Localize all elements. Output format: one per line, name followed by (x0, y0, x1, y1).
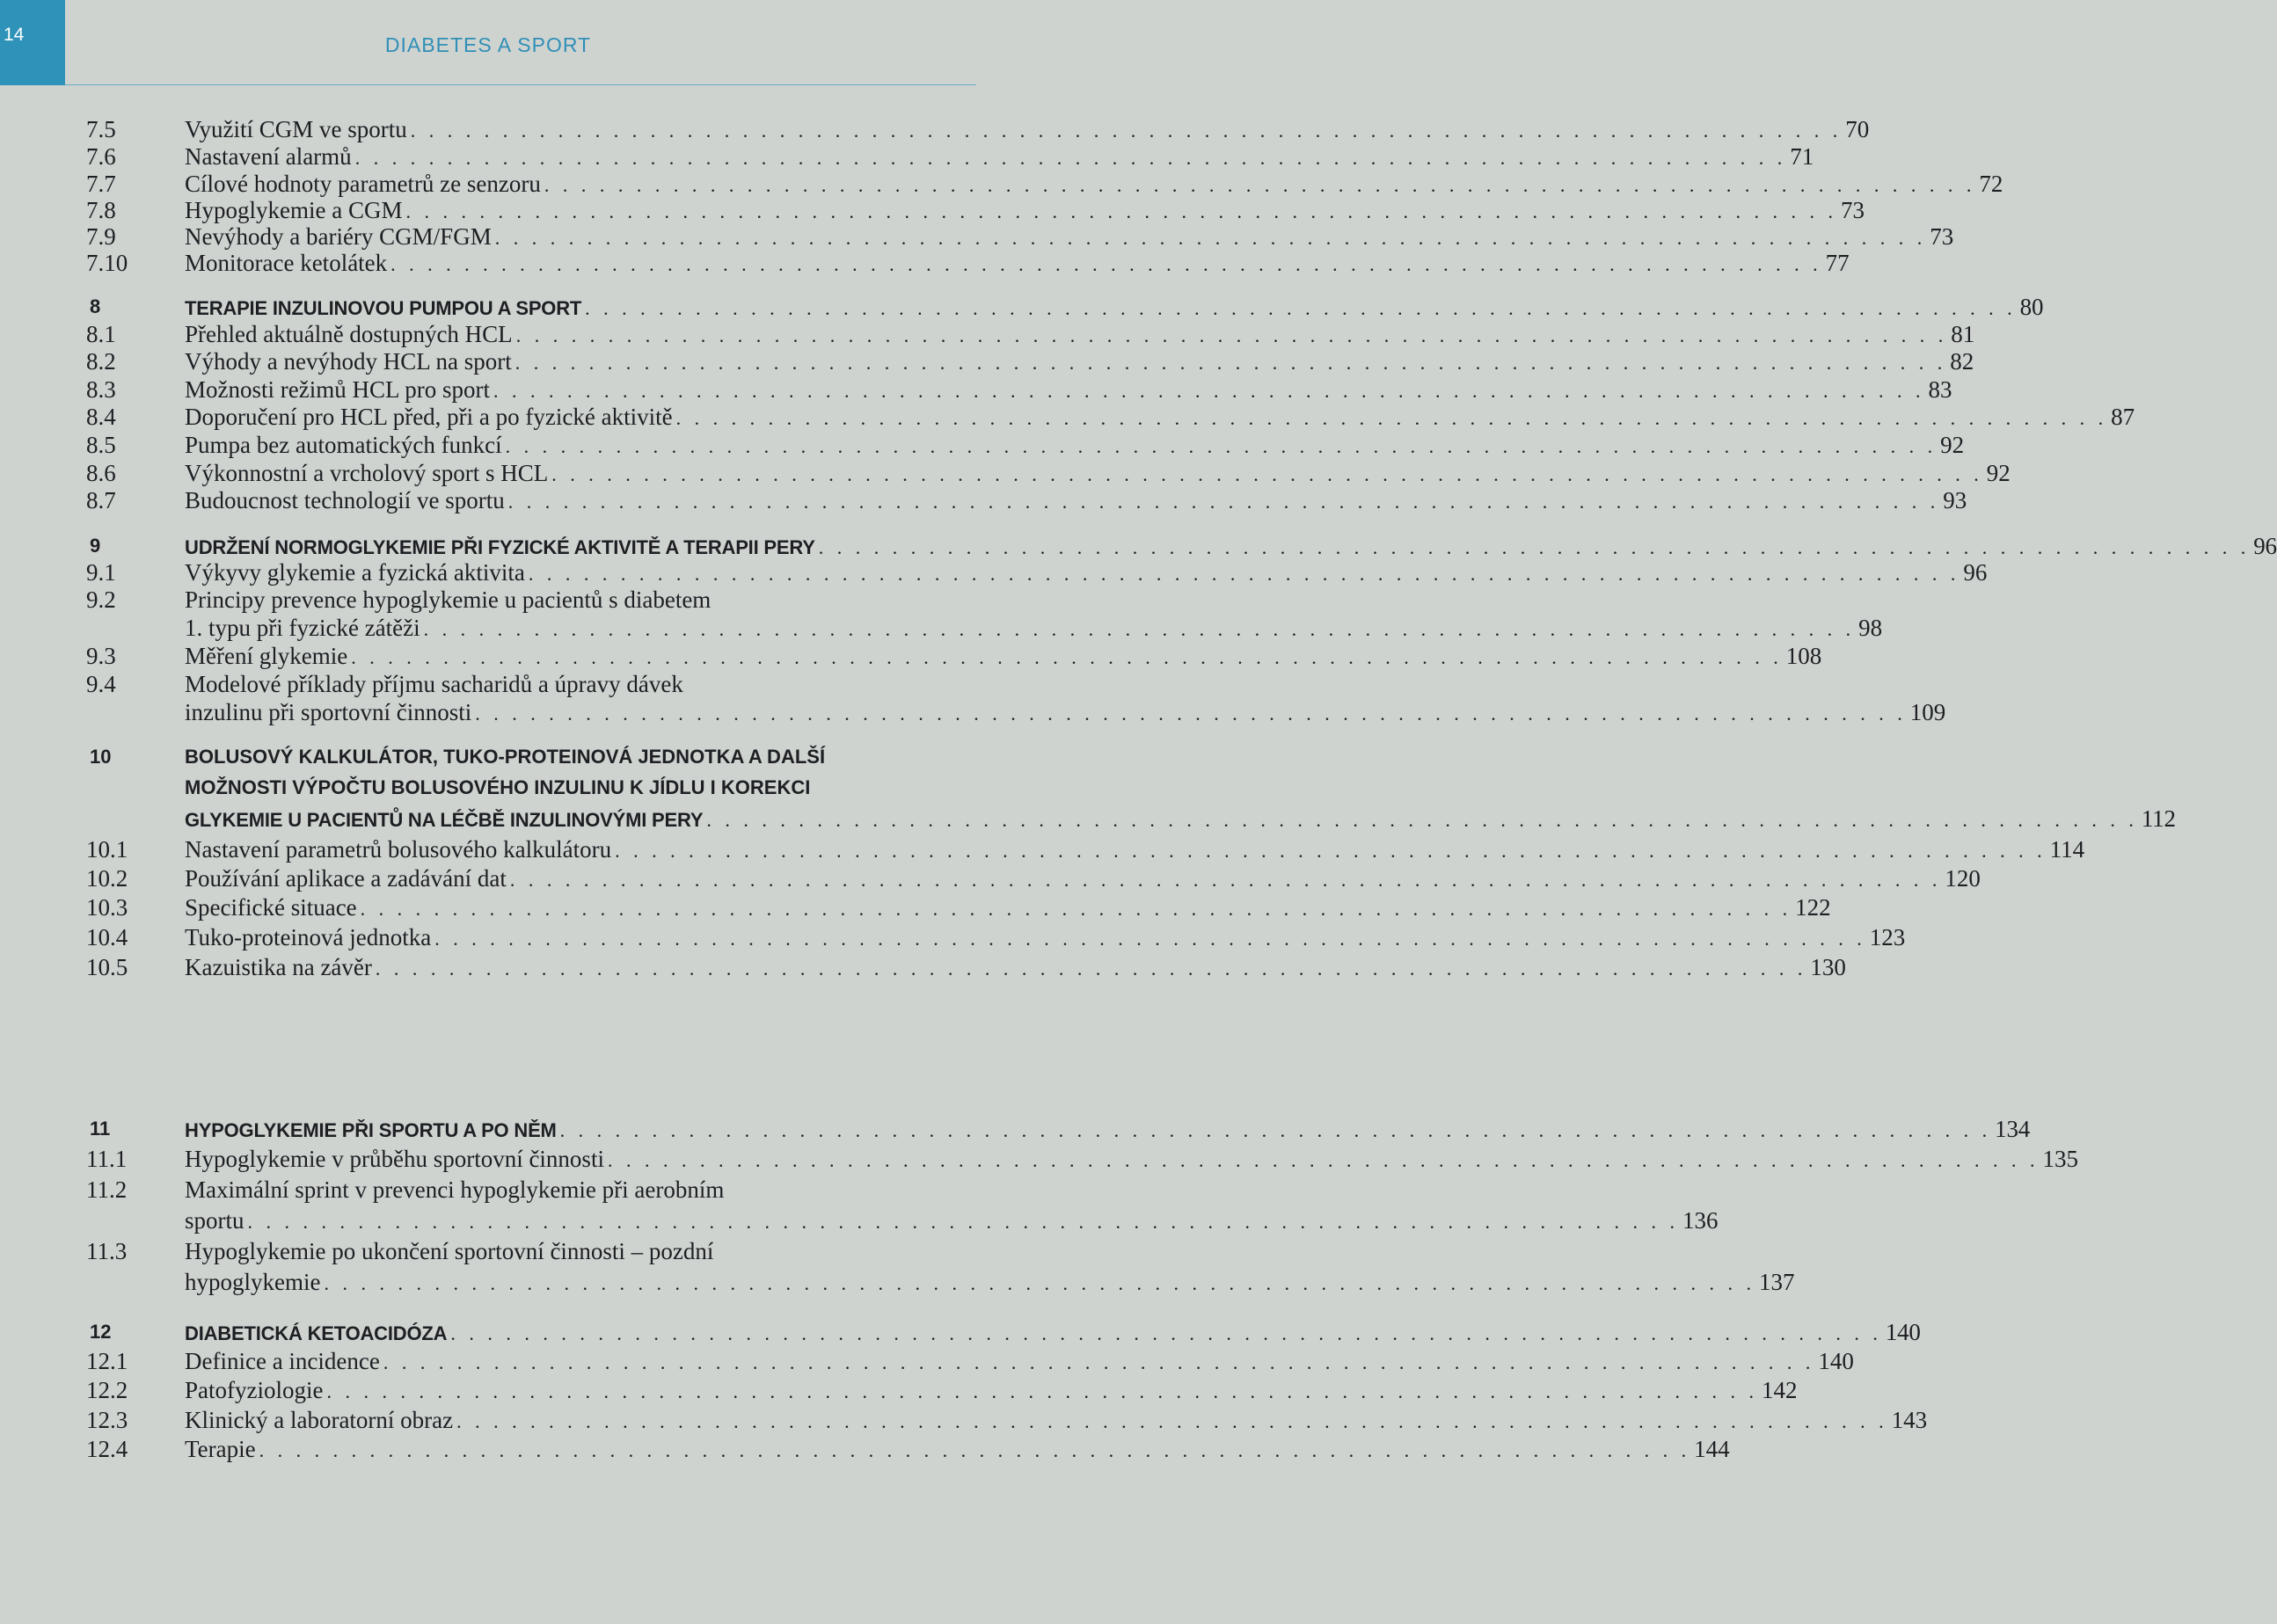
page-ref: 72 (1979, 171, 2003, 197)
chapter-title-line: BOLUSOVÝ KALKULÁTOR, TUKO-PROTEINOVÁ JEDNOTKA A DALŠÍ (185, 746, 826, 768)
toc-entry[interactable] (0, 892, 1831, 923)
toc-entry[interactable] (0, 921, 1906, 953)
page-ref: 136 (1682, 1207, 1719, 1234)
section-number: 7.8 (86, 197, 116, 223)
chapter-title: UDRŽENÍ NORMOGLYKEMIE PŘI FYZICKÉ AKTIVITĚ A TERAPII PERY (185, 536, 815, 558)
section-title: Terapie (185, 1436, 256, 1462)
dot-leader: . . . . . . . . . . . . . . . . . . . . . . . . . . . . . . . . . . . . . . . . . . . . . . . . . . . . . . . . . . . . . . . . . . . . . . . . . . . . . . (351, 646, 1783, 668)
section-title: Výkyvy glykemie a fyzická aktivita (185, 559, 525, 586)
section-number: 7.7 (86, 171, 116, 197)
section-title: Tuko-proteinová jednotka (185, 924, 432, 950)
dot-leader: . . . . . . . . . . . . . . . . . . . . . . . . . . . . . . . . . . . . . . . . . . . . . . . . . . . . . . . . . . . . . . . . . . . . . . . . . . . . . . (515, 352, 1947, 374)
section-title: 1. typu při fyzické zátěži (185, 615, 420, 641)
section-number: 7.10 (86, 250, 128, 276)
page-ref: 137 (1758, 1269, 1795, 1295)
chapter-number: 11 (90, 1118, 111, 1140)
toc-entry[interactable] (0, 1143, 2078, 1175)
section-number: 10.2 (86, 865, 128, 892)
page-ref: 140 (1885, 1319, 1921, 1345)
dot-leader: . . . . . . . . . . . . . . . . . . . . . . . . . . . . . . . . . . . . . . . . . . . . . . . . . . . . . . . . . . . . . . . . . . . . . . . . . . . . . . (507, 491, 1940, 513)
page-ref: 144 (1694, 1436, 1730, 1462)
toc-entry[interactable] (0, 346, 1974, 377)
section-title: Nastavení parametrů bolusového kalkulátoru (185, 836, 612, 863)
toc-chapter[interactable] (0, 1113, 2031, 1145)
toc-entry[interactable] (0, 1374, 1798, 1406)
toc-entry[interactable] (0, 1345, 1854, 1377)
page-ref: 108 (1785, 643, 1822, 669)
chapter-number: 10 (90, 746, 112, 768)
toc-entry-continuation[interactable] (0, 1205, 1719, 1236)
section-title: Přehled aktuálně dostupných HCL (185, 321, 513, 347)
chapter-title: DIABETICKÁ KETOACIDÓZA (185, 1322, 448, 1344)
page-ref: 98 (1858, 615, 1883, 641)
section-number: 8.2 (86, 348, 116, 375)
toc-entry[interactable] (0, 863, 1981, 894)
dot-leader: . . . . . . . . . . . . . . . . . . . . . . . . . . . . . . . . . . . . . . . . . . . . . . . . . . . . . . . . . . . . . . . . . . . . . . . . . . . . . . (493, 380, 1925, 402)
chapter-number: 9 (90, 535, 101, 557)
dot-leader: . . . . . . . . . . . . . . . . . . . . . . . . . . . . . . . . . . . . . . . . . . . . . . . . . . . . . . . . . . . . . . . . . . . . . . . . . . . . . . (354, 147, 1787, 169)
dot-leader: . . . . . . . . . . . . . . . . . . . . . . . . . . . . . . . . . . . . . . . . . . . . . . . . . . . . . . . . . . . . . . . . . . . . . . . . . . . . . . (390, 253, 1822, 275)
section-number: 10.3 (86, 894, 128, 921)
section-title: Měření glykemie (185, 643, 348, 669)
dot-leader: . . . . . . . . . . . . . . . . . . . . . . . . . . . . . . . . . . . . . . . . . . . . . . . . . . . . . . . . . . . . . . . . . . . . . . . . . . . . . . (383, 1351, 1815, 1373)
section-number: 7.6 (86, 143, 116, 170)
section-number: 12.1 (86, 1348, 128, 1374)
section-number: 9.1 (86, 559, 116, 586)
dot-leader: . . . . . . . . . . . . . . . . . . . . . . . . . . . . . . . . . . . . . . . . . . . . . . . . . . . . . . . . . . . . . . . . . . . . . . . . . . . . . . (675, 407, 2108, 429)
section-number: 7.5 (86, 116, 116, 142)
dot-leader: . . . . . . . . . . . . . . . . . . . . . . . . . . . . . . . . . . . . . . . . . . . . . . . . . . . . . . . . . . . . . . . . . . . . . . . . . . . . . . (326, 1380, 1758, 1402)
section-number: 9.4 (86, 671, 116, 697)
page-ref: 73 (1840, 197, 1865, 223)
section-title: Budoucnost technologií ve sportu (185, 487, 505, 513)
dot-leader: . . . . . . . . . . . . . . . . . . . . . . . . . . . . . . . . . . . . . . . . . . . . . . . . . . . . . . . . . . . . . . . . . . . . . . . . . . . . . . (405, 200, 1837, 222)
section-title: Patofyziologie (185, 1377, 324, 1403)
page-ref: 120 (1945, 865, 1981, 892)
dot-leader: . . . . . . . . . . . . . . . . . . . . . . . . . . . . . . . . . . . . . . . . . . . . . . . . . . . . . . . . . . . . . . . . . . . . . . . . . . . . . . (434, 928, 1866, 950)
section-title: Hypoglykemie a CGM (185, 197, 403, 223)
dot-leader: . . . . . . . . . . . . . . . . . . . . . . . . . . . . . . . . . . . . . . . . . . . . . . . . . . . . . . . . . . . . . . . . . . . . . . . . . . . . . . (259, 1439, 1691, 1461)
dot-leader: . . . . . . . . . . . . . . . . . . . . . . . . . . . . . . . . . . . . . . . . . . . . . . . . . . . . . . . . . . . . . . . . . . . . . . . . . . . . . . (505, 435, 1938, 457)
page-ref: 82 (1950, 348, 1974, 375)
section-title: Výhody a nevýhody HCL na sport (185, 348, 512, 375)
chapter-title: HYPOGLYKEMIE PŘI SPORTU A PO NĚM (185, 1119, 557, 1141)
chapter-number: 12 (90, 1321, 112, 1343)
section-number: 11.2 (86, 1176, 128, 1203)
section-title: Nastavení alarmů (185, 143, 352, 170)
section-title: Používání aplikace a zadávání dat (185, 865, 507, 892)
page-ref: 96 (2253, 533, 2277, 559)
dot-leader: . . . . . . . . . . . . . . . . . . . . . . . . . . . . . . . . . . . . . . . . . . . . . . . . . . . . . . . . . . . . . . . . . . . . . . . . . . . . . . (559, 1119, 1992, 1141)
chapter-title-line: MOŽNOSTI VÝPOČTU BOLUSOVÉHO INZULINU K JÍDLU I KOREKCI (185, 776, 811, 798)
dot-leader: . . . . . . . . . . . . . . . . . . . . . . . . . . . . . . . . . . . . . . . . . . . . . . . . . . . . . . . . . . . . . . . . . . . . . . . . . . . . . . (607, 1149, 2040, 1171)
dot-leader: . . . . . . . . . . . . . . . . . . . . . . . . . . . . . . . . . . . . . . . . . . . . . . . . . . . . . . . . . . . . . . . . . . . . . . . . . . . . . . (475, 703, 1907, 725)
page-ref: 140 (1818, 1348, 1854, 1374)
dot-leader: . . . . . . . . . . . . . . . . . . . . . . . . . . . . . . . . . . . . . . . . . . . . . . . . . . . . . . . . . . . . . . . . . . . . . . . . . . . . . . (544, 174, 1976, 196)
section-title-line: Hypoglykemie po ukončení sportovní činnosti – pozdní (185, 1238, 714, 1264)
section-title: Hypoglykemie v průběhu sportovní činnosti (185, 1146, 604, 1172)
page-ref: 114 (2049, 836, 2085, 863)
page-ref: 123 (1869, 924, 1906, 950)
section-number: 8.5 (86, 432, 116, 458)
section-number: 12.3 (86, 1407, 128, 1433)
section-title-line: Modelové příklady příjmu sacharidů a úpravy dávek (185, 671, 683, 697)
page-number-tab: 14 (0, 0, 65, 85)
section-title: hypoglykemie (185, 1269, 321, 1295)
toc-entry[interactable] (0, 640, 1822, 672)
section-title: Možnosti režimů HCL pro sport (185, 376, 490, 403)
page-ref: 92 (1986, 460, 2011, 486)
dot-leader: . . . . . . . . . . . . . . . . . . . . . . . . . . . . . . . . . . . . . . . . . . . . . . . . . . . . . . . . . . . . . . . . . . . . . . . . . . . . . . (375, 958, 1807, 979)
page-ref: 70 (1845, 116, 1870, 142)
page-ref: 142 (1761, 1377, 1798, 1403)
section-title: Nevýhody a bariéry CGM/FGM (185, 223, 492, 250)
toc-entry[interactable] (0, 584, 976, 615)
chapter-number: 8 (90, 295, 101, 317)
section-title: Specifické situace (185, 894, 357, 921)
toc-chapter-continuation[interactable] (0, 772, 976, 804)
dot-leader: . . . . . . . . . . . . . . . . . . . . . . . . . . . . . . . . . . . . . . . . . . . . . . . . . . . . . . . . . . . . . . . . . . . . . . . . . . . . . . (360, 898, 1792, 920)
toc-entry[interactable] (0, 1404, 1928, 1436)
page-ref: 87 (2111, 404, 2135, 430)
section-number: 8.4 (86, 404, 116, 430)
running-header: DIABETES A SPORT (384, 33, 592, 56)
toc-entry[interactable] (0, 951, 1846, 983)
toc-entry[interactable] (0, 247, 1850, 279)
dot-leader: . . . . . . . . . . . . . . . . . . . . . . . . . . . . . . . . . . . . . . . . . . . . . . . . . . . . . . . . . . . . . . . . . . . . . . . . . . . . . . (456, 1410, 1888, 1432)
toc-chapter[interactable] (0, 741, 976, 773)
dot-leader: . . . . . . . . . . . . . . . . . . . . . . . . . . . . . . . . . . . . . . . . . . . . . . . . . . . . . . . . . . . . . . . . . . . . . . . . . . . . . . (324, 1272, 1755, 1294)
section-title: Pumpa bez automatických funkcí (185, 432, 502, 458)
page-ref: 92 (1940, 432, 1965, 458)
page-ref: 134 (1995, 1116, 2031, 1142)
page-ref: 83 (1928, 376, 1952, 403)
page-ref: 96 (1963, 559, 1988, 586)
toc-entry[interactable] (0, 668, 976, 700)
section-title: Monitorace ketolátek (185, 250, 388, 276)
dot-leader: . . . . . . . . . . . . . . . . . . . . . . . . . . . . . . . . . . . . . . . . . . . . . . . . . . . . . . . . . . . . . . . . . . . . . . . . . . . . . . (494, 227, 1927, 249)
toc-entry[interactable] (0, 401, 2135, 433)
toc-entry-continuation[interactable] (0, 612, 1883, 644)
section-title: Využití CGM ve sportu (185, 116, 407, 142)
dot-leader: . . . . . . . . . . . . . . . . . . . . . . . . . . . . . . . . . . . . . . . . . . . . . . . . . . . . . . . . . . . . . . . . . . . . . . . . . . . . . . (818, 536, 2251, 558)
section-number: 8.1 (86, 321, 116, 347)
dot-leader: . . . . . . . . . . . . . . . . . . . . . . . . . . . . . . . . . . . . . . . . . . . . . . . . . . . . . . . . . . . . . . . . . . . . . . . . . . . . . . (706, 809, 2138, 831)
section-number: 11.1 (86, 1146, 128, 1172)
page-ref: 71 (1790, 143, 1814, 170)
section-number: 12.2 (86, 1377, 128, 1403)
dot-leader: . . . . . . . . . . . . . . . . . . . . . . . . . . . . . . . . . . . . . . . . . . . . . . . . . . . . . . . . . . . . . . . . . . . . . . . . . . . . . . (450, 1322, 1882, 1344)
section-title-line: Maximální sprint v prevenci hypoglykemie při aerobním (185, 1176, 725, 1203)
toc-entry[interactable] (0, 429, 1965, 461)
toc-chapter[interactable] (0, 1316, 1921, 1348)
toc-entry-continuation[interactable] (0, 1266, 1795, 1298)
section-number: 9.3 (86, 643, 116, 669)
section-title: inzulinu při sportovní činnosti (185, 699, 472, 725)
dot-leader: . . . . . . . . . . . . . . . . . . . . . . . . . . . . . . . . . . . . . . . . . . . . . . . . . . . . . . . . . . . . . . . . . . . . . . . . . . . . . . (585, 297, 2017, 319)
section-title: Doporučení pro HCL před, při a po fyzické aktivitě (185, 404, 673, 430)
section-number: 12.4 (86, 1436, 128, 1462)
section-number: 8.3 (86, 376, 116, 403)
section-title: Definice a incidence (185, 1348, 380, 1374)
toc-chapter-continuation[interactable] (0, 803, 2176, 834)
page-ref: 109 (1909, 699, 1946, 725)
page-ref: 81 (1951, 321, 1975, 347)
toc-entry[interactable] (0, 834, 2085, 865)
toc-entry[interactable] (0, 1433, 1730, 1465)
page-ref: 135 (2042, 1146, 2078, 1172)
section-title-line: Principy prevence hypoglykemie u pacientů s diabetem (185, 586, 712, 613)
section-title: sportu (185, 1207, 244, 1234)
page-ref: 80 (2019, 294, 2044, 320)
section-number: 8.7 (86, 487, 116, 513)
toc-entry[interactable] (0, 484, 1967, 516)
dot-leader: . . . . . . . . . . . . . . . . . . . . . . . . . . . . . . . . . . . . . . . . . . . . . . . . . . . . . . . . . . . . . . . . . . . . . . . . . . . . . . (423, 618, 1856, 640)
dot-leader: . . . . . . . . . . . . . . . . . . . . . . . . . . . . . . . . . . . . . . . . . . . . . . . . . . . . . . . . . . . . . . . . . . . . . . . . . . . . . . (528, 563, 1960, 585)
section-number: 9.2 (86, 586, 116, 613)
section-number: 10.1 (86, 836, 128, 863)
section-number: 10.4 (86, 924, 128, 950)
dot-leader: . . . . . . . . . . . . . . . . . . . . . . . . . . . . . . . . . . . . . . . . . . . . . . . . . . . . . . . . . . . . . . . . . . . . . . . . . . . . . . (247, 1211, 1679, 1233)
toc-entry[interactable] (0, 1174, 976, 1205)
page-ref: 130 (1810, 954, 1846, 980)
section-number: 10.5 (86, 954, 128, 980)
dot-leader: . . . . . . . . . . . . . . . . . . . . . . . . . . . . . . . . . . . . . . . . . . . . . . . . . . . . . . . . . . . . . . . . . . . . . . . . . . . . . . (515, 324, 1948, 346)
chapter-title: TERAPIE INZULINOVOU PUMPOU A SPORT (185, 297, 582, 319)
page-ref: 143 (1891, 1407, 1928, 1433)
page-ref: 77 (1825, 250, 1850, 276)
section-title: Cílové hodnoty parametrů ze senzoru (185, 171, 541, 197)
dot-leader: . . . . . . . . . . . . . . . . . . . . . . . . . . . . . . . . . . . . . . . . . . . . . . . . . . . . . . . . . . . . . . . . . . . . . . . . . . . . . . (509, 869, 1942, 891)
page-ref: 73 (1930, 223, 1954, 250)
page-ref: 112 (2141, 805, 2176, 832)
toc-entry-continuation[interactable] (0, 696, 1946, 728)
section-title: Kazuistika na závěr (185, 954, 372, 980)
dot-leader: . . . . . . . . . . . . . . . . . . . . . . . . . . . . . . . . . . . . . . . . . . . . . . . . . . . . . . . . . . . . . . . . . . . . . . . . . . . . . . (615, 840, 2047, 862)
section-title: Klinický a laboratorní obraz (185, 1407, 454, 1433)
section-number: 8.6 (86, 460, 116, 486)
chapter-title: GLYKEMIE U PACIENTŮ NA LÉČBĚ INZULINOVÝMI PERY (185, 809, 704, 831)
dot-leader: . . . . . . . . . . . . . . . . . . . . . . . . . . . . . . . . . . . . . . . . . . . . . . . . . . . . . . . . . . . . . . . . . . . . . . . . . . . . . . (410, 120, 1843, 142)
section-number: 11.3 (86, 1238, 128, 1264)
page-ref: 93 (1943, 487, 1967, 513)
toc-entry[interactable] (0, 1235, 976, 1267)
section-title: Výkonnostní a vrcholový sport s HCL (185, 460, 549, 486)
page-ref: 122 (1795, 894, 1831, 921)
dot-leader: . . . . . . . . . . . . . . . . . . . . . . . . . . . . . . . . . . . . . . . . . . . . . . . . . . . . . . . . . . . . . . . . . . . . . . . . . . . . . . (551, 463, 1983, 485)
section-number: 7.9 (86, 223, 116, 250)
